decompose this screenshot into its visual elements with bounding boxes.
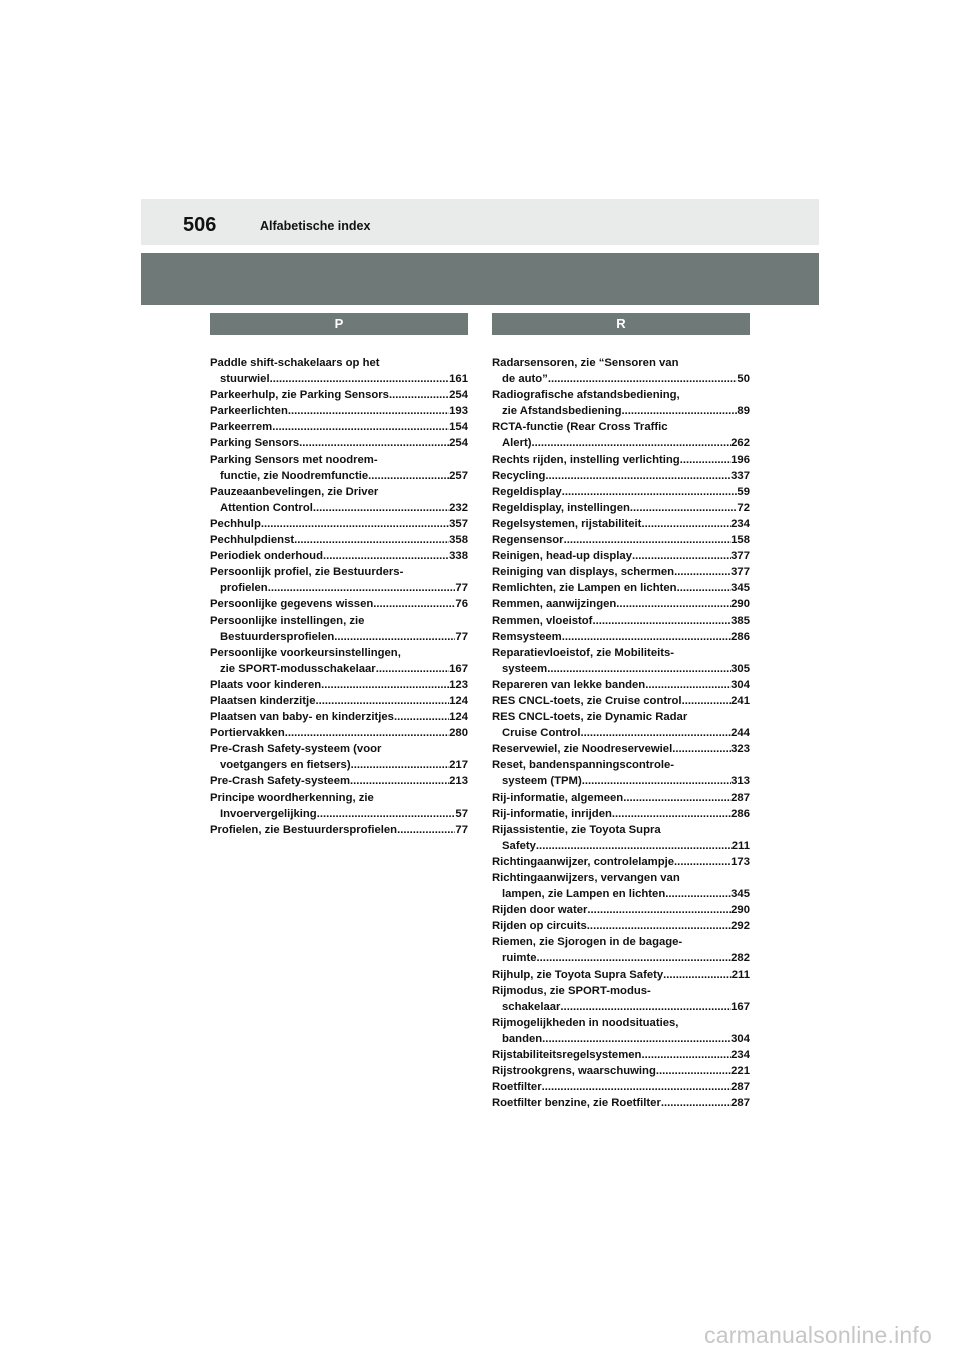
entry-text: Persoonlijke gegevens wissen: [210, 598, 374, 611]
entry-page-number: 124: [449, 711, 468, 724]
index-entry: [210, 452, 468, 484]
index-entry: [492, 645, 750, 677]
entry-page-number: 304: [731, 678, 750, 691]
entry-page-number: 89: [737, 405, 750, 418]
index-entry: [492, 355, 750, 387]
index-entry: [492, 580, 750, 596]
entry-page-number: 305: [731, 662, 750, 675]
index-list-r: [492, 355, 750, 1111]
entry-text: Pre-Crash Safety-systeem (voor: [210, 743, 382, 756]
entry-text: Radiografische afstandsbediening,: [492, 389, 680, 402]
index-entry: [210, 709, 468, 725]
entry-text: Remmen, aanwijzingen: [492, 598, 617, 611]
entry-text: profielen: [220, 582, 268, 595]
entry-page-number: 282: [731, 952, 750, 965]
index-entry: [492, 902, 750, 918]
dot-leader: [317, 806, 456, 822]
entry-text: Periodiek onderhoud: [210, 550, 323, 563]
dot-leader: [334, 629, 455, 645]
entry-text: Regeldisplay: [492, 485, 562, 498]
entry-text: zie Afstandsbediening: [502, 405, 622, 418]
entry-page-number: 193: [449, 405, 468, 418]
index-entry: [210, 355, 468, 387]
index-entry: [492, 677, 750, 693]
index-entry: [210, 693, 468, 709]
entry-text: Remlichten, zie Lampen en lichten: [492, 582, 677, 595]
entry-page-number: 345: [731, 582, 750, 595]
dot-leader: [582, 773, 731, 789]
entry-text: Alert): [502, 437, 532, 450]
dot-leader: [562, 629, 731, 645]
entry-text: RES CNCL-toets, zie Cruise control: [492, 694, 682, 707]
index-entry: [210, 484, 468, 516]
dot-leader: [674, 854, 731, 870]
index-entry: [492, 709, 750, 741]
index-entry: [492, 548, 750, 564]
index-entry: [492, 516, 750, 532]
dot-leader: [261, 516, 449, 532]
entry-text: Repareren van lekke banden: [492, 678, 646, 691]
entry-page-number: 262: [731, 437, 750, 450]
dot-leader: [562, 484, 738, 500]
entry-text: Richtingaanwijzers, vervangen van: [492, 872, 680, 884]
index-entry: [492, 854, 750, 870]
index-entry: [210, 548, 468, 564]
entry-text: zie SPORT-modusschakelaar: [220, 662, 376, 675]
index-entry: [492, 564, 750, 580]
entry-page-number: 76: [455, 598, 468, 611]
entry-page-number: 292: [731, 920, 750, 933]
dot-leader: [672, 741, 731, 757]
entry-text: Attention Control: [220, 501, 313, 514]
dot-leader: [641, 516, 731, 532]
entry-text: Persoonlijke instellingen, zie: [210, 614, 365, 627]
dot-leader: [536, 838, 732, 854]
index-entry: [492, 387, 750, 419]
entry-page-number: 72: [737, 501, 750, 514]
dot-leader: [285, 725, 449, 741]
dot-leader: [641, 1047, 731, 1063]
entry-text: Radarsensoren, zie “Sensoren van: [492, 357, 679, 369]
dot-leader: [315, 693, 449, 709]
dot-leader: [350, 773, 449, 789]
index-entry: [210, 790, 468, 822]
dot-leader: [592, 613, 731, 629]
letter-heading-p: P: [210, 313, 468, 335]
index-entry: [492, 870, 750, 902]
entry-text: Safety: [502, 839, 536, 852]
entry-page-number: 50: [737, 373, 750, 386]
entry-page-number: 211: [731, 968, 750, 981]
dot-leader: [674, 564, 731, 580]
entry-page-number: 57: [455, 807, 468, 820]
entry-text: Remmen, vloeistof: [492, 614, 593, 627]
index-entry: [210, 435, 468, 451]
dot-leader: [632, 548, 731, 564]
entry-text: Rijmodus, zie SPORT-modus-: [492, 984, 651, 997]
entry-text: lampen, zie Lampen en lichten: [502, 888, 666, 901]
dot-leader: [623, 790, 731, 806]
entry-text: Rij-informatie, inrijden: [492, 807, 612, 820]
dot-leader: [288, 403, 449, 419]
entry-text: Rijden op circuits: [492, 920, 587, 933]
entry-text: Persoonlijke voorkeursinstellingen,: [210, 646, 401, 659]
page-number: 506: [183, 214, 217, 236]
index-entry: [492, 693, 750, 709]
entry-text: RES CNCL-toets, zie Dynamic Radar: [492, 711, 688, 724]
entry-page-number: 77: [455, 823, 468, 836]
index-entry: [492, 1079, 750, 1095]
entry-page-number: 254: [449, 389, 468, 402]
entry-text: Recycling: [492, 469, 546, 482]
index-entry: [492, 934, 750, 966]
entry-text: Plaats voor kinderen: [210, 678, 322, 691]
entry-text: schakelaar: [502, 1000, 561, 1013]
index-entry: [492, 532, 750, 548]
dot-leader: [313, 500, 449, 516]
index-entry: [210, 596, 468, 612]
entry-page-number: 385: [731, 614, 750, 627]
dot-leader: [397, 822, 455, 838]
index-entry: [492, 484, 750, 500]
entry-text: Persoonlijk profiel, zie Bestuurders-: [210, 566, 404, 579]
index-entry: [210, 532, 468, 548]
entry-page-number: 213: [449, 775, 468, 788]
entry-page-number: 123: [449, 678, 468, 691]
index-entry: [210, 516, 468, 532]
dot-leader: [560, 999, 731, 1015]
entry-page-number: 358: [449, 534, 468, 547]
index-entry: [210, 403, 468, 419]
entry-text: Rij-informatie, algemeen: [492, 791, 624, 804]
entry-page-number: 257: [449, 469, 468, 482]
index-entry: [492, 613, 750, 629]
entry-page-number: 232: [449, 501, 468, 514]
dot-leader: [532, 435, 732, 451]
entry-text: Roetfilter: [492, 1081, 542, 1094]
entry-text: Reiniging van displays, schermen: [492, 566, 675, 579]
index-entry: [210, 677, 468, 693]
entry-page-number: 173: [731, 855, 750, 868]
dot-leader: [645, 677, 731, 693]
section-title: Alfabetische index: [260, 219, 371, 233]
entry-page-number: 254: [449, 437, 468, 450]
index-entry: [492, 500, 750, 516]
dot-leader: [542, 1079, 732, 1095]
entry-text: Rijstrookgrens, waarschuwing: [492, 1065, 656, 1078]
entry-page-number: 221: [731, 1065, 750, 1078]
dot-leader: [682, 693, 732, 709]
dot-leader: [630, 500, 738, 516]
index-entry: [492, 790, 750, 806]
entry-page-number: 338: [449, 550, 468, 563]
entry-page-number: 244: [731, 727, 750, 740]
index-entry: [492, 629, 750, 645]
entry-page-number: 211: [731, 839, 750, 852]
index-entry: [492, 741, 750, 757]
entry-page-number: 241: [731, 694, 750, 707]
dot-leader: [321, 677, 449, 693]
entry-text: Portiervakken: [210, 727, 285, 740]
entry-page-number: 124: [449, 694, 468, 707]
entry-page-number: 154: [449, 421, 468, 434]
entry-text: Rijassistentie, zie Toyota Supra: [492, 823, 661, 836]
index-list-p: [210, 355, 468, 838]
index-entry: [492, 1095, 750, 1111]
entry-text: Bestuurdersprofielen: [220, 630, 335, 643]
dot-leader: [299, 435, 449, 451]
entry-text: Profielen, zie Bestuurdersprofielen: [210, 823, 398, 836]
dot-leader: [376, 661, 449, 677]
index-entry: [210, 773, 468, 789]
entry-page-number: 377: [731, 550, 750, 563]
entry-text: Invoervergelijking: [220, 807, 317, 820]
entry-page-number: 287: [731, 1097, 750, 1110]
dot-leader: [547, 661, 731, 677]
dot-leader: [545, 468, 731, 484]
entry-page-number: 287: [731, 1081, 750, 1094]
dot-leader: [587, 918, 731, 934]
entry-page-number: 357: [449, 517, 468, 530]
entry-text: Pechhulp: [210, 517, 261, 530]
index-entry: [492, 1015, 750, 1047]
entry-text: Reparatievloeistof, zie Mobiliteits-: [492, 646, 675, 659]
index-entry: [210, 645, 468, 677]
entry-text: Pauzeaanbevelingen, zie Driver: [210, 485, 379, 498]
dot-leader: [616, 596, 731, 612]
entry-text: Regelsystemen, rijstabiliteit: [492, 517, 642, 530]
entry-text: Reset, bandenspanningscontrole-: [492, 759, 675, 772]
index-column-r: [492, 313, 750, 1111]
entry-text: Rijhulp, zie Toyota Supra Safety: [492, 968, 664, 981]
entry-text: Riemen, zie Sjorogen in de bagage-: [492, 936, 683, 949]
entry-text: systeem (TPM): [502, 775, 582, 788]
index-entry: [492, 967, 750, 983]
dot-leader: [368, 468, 449, 484]
dot-leader: [548, 371, 738, 387]
index-entry: [492, 757, 750, 789]
entry-page-number: 234: [731, 1049, 750, 1062]
entry-page-number: 287: [731, 791, 750, 804]
index-entry: [492, 1063, 750, 1079]
letter-heading-r: R: [492, 313, 750, 335]
entry-text: Rijden door water: [492, 904, 588, 917]
entry-text: Parkeerrem: [210, 421, 273, 434]
entry-text: Roetfilter benzine, zie Roetfilter: [492, 1097, 661, 1110]
entry-page-number: 167: [731, 1000, 750, 1013]
index-entry: [210, 387, 468, 403]
dot-leader: [394, 709, 449, 725]
entry-text: Rijstabiliteitsregelsystemen: [492, 1049, 642, 1062]
dot-leader: [389, 387, 449, 403]
dot-leader: [587, 902, 731, 918]
entry-page-number: 161: [449, 373, 468, 386]
dot-leader: [537, 950, 732, 966]
entry-text: functie, zie Noodremfunctie: [220, 469, 369, 482]
header-band: [141, 253, 819, 305]
entry-text: RCTA-functie (Rear Cross Traffic: [492, 421, 668, 434]
index-entry: [492, 452, 750, 468]
index-entry: [492, 468, 750, 484]
dot-leader: [661, 1095, 731, 1111]
entry-text: Richtingaanwijzer, controlelampje: [492, 855, 675, 868]
dot-leader: [351, 757, 450, 773]
entry-page-number: 304: [731, 1032, 750, 1045]
entry-page-number: 77: [455, 630, 468, 643]
index-entry: [210, 741, 468, 773]
index-entry: [492, 1047, 750, 1063]
entry-text: Remsysteem: [492, 630, 562, 643]
entry-page-number: 196: [731, 453, 750, 466]
index-column-p: [210, 313, 468, 838]
entry-text: Cruise Control: [502, 727, 581, 740]
index-entry: [492, 419, 750, 451]
index-entry: [210, 419, 468, 435]
index-entry: [210, 564, 468, 596]
entry-text: Rijmogelijkheden in noodsituaties,: [492, 1016, 679, 1029]
entry-text: Regeldisplay, instellingen: [492, 501, 630, 514]
watermark: carmanualsonline.info: [704, 1322, 932, 1348]
index-entry: [492, 806, 750, 822]
entry-page-number: 345: [731, 888, 750, 901]
entry-text: systeem: [502, 662, 548, 675]
entry-page-number: 286: [731, 807, 750, 820]
dot-leader: [323, 548, 449, 564]
entry-page-number: 280: [449, 727, 468, 740]
dot-leader: [268, 580, 456, 596]
entry-text: banden: [502, 1032, 543, 1045]
index-entry: [492, 983, 750, 1015]
dot-leader: [373, 596, 455, 612]
index-entry: [492, 918, 750, 934]
entry-page-number: 217: [449, 759, 468, 772]
entry-page-number: 323: [731, 743, 750, 756]
dot-leader: [580, 725, 731, 741]
index-entry: [210, 613, 468, 645]
index-entry: [210, 822, 468, 838]
entry-page-number: 377: [731, 566, 750, 579]
entry-page-number: 337: [731, 469, 750, 482]
entry-page-number: 313: [731, 775, 750, 788]
entry-text: Reservewiel, zie Noodreservewiel: [492, 743, 673, 756]
dot-leader: [542, 1031, 731, 1047]
entry-page-number: 286: [731, 630, 750, 643]
dot-leader: [665, 886, 731, 902]
entry-page-number: 158: [731, 534, 750, 547]
dot-leader: [677, 580, 732, 596]
entry-text: Rechts rijden, instelling verlichting: [492, 453, 680, 466]
entry-text: Parkeerhulp, zie Parking Sensors: [210, 389, 389, 402]
entry-text: voetgangers en fietsers): [220, 759, 351, 772]
entry-text: Regensensor: [492, 534, 564, 547]
dot-leader: [663, 967, 732, 983]
entry-text: Reinigen, head-up display: [492, 550, 632, 563]
entry-page-number: 290: [731, 904, 750, 917]
entry-text: stuurwiel: [220, 373, 270, 386]
page-header: [141, 199, 819, 245]
index-entry: [492, 596, 750, 612]
entry-text: Paddle shift-schakelaars op het: [210, 357, 380, 369]
entry-page-number: 59: [737, 485, 750, 498]
index-entry: [210, 725, 468, 741]
entry-text: Plaatsen kinderzitje: [210, 694, 316, 707]
index-entry: [492, 822, 750, 854]
entry-text: Pechhulpdienst: [210, 534, 295, 547]
dot-leader: [272, 419, 449, 435]
entry-text: de auto”: [502, 373, 548, 386]
entry-text: ruimte: [502, 952, 537, 965]
entry-text: Plaatsen van baby- en kinderzitjes: [210, 711, 394, 724]
dot-leader: [656, 1063, 731, 1079]
entry-text: Parking Sensors: [210, 437, 300, 450]
entry-page-number: 290: [731, 598, 750, 611]
dot-leader: [564, 532, 732, 548]
dot-leader: [612, 806, 731, 822]
dot-leader: [621, 403, 737, 419]
entry-text: Principe woordherkenning, zie: [210, 791, 374, 804]
dot-leader: [294, 532, 449, 548]
entry-page-number: 234: [731, 517, 750, 530]
entry-page-number: 77: [455, 582, 468, 595]
entry-text: Parking Sensors met noodrem-: [210, 453, 378, 466]
entry-text: Parkeerlichten: [210, 405, 288, 418]
dot-leader: [270, 371, 450, 387]
entry-text: Pre-Crash Safety-systeem: [210, 775, 351, 788]
entry-page-number: 167: [449, 662, 468, 675]
dot-leader: [680, 452, 731, 468]
